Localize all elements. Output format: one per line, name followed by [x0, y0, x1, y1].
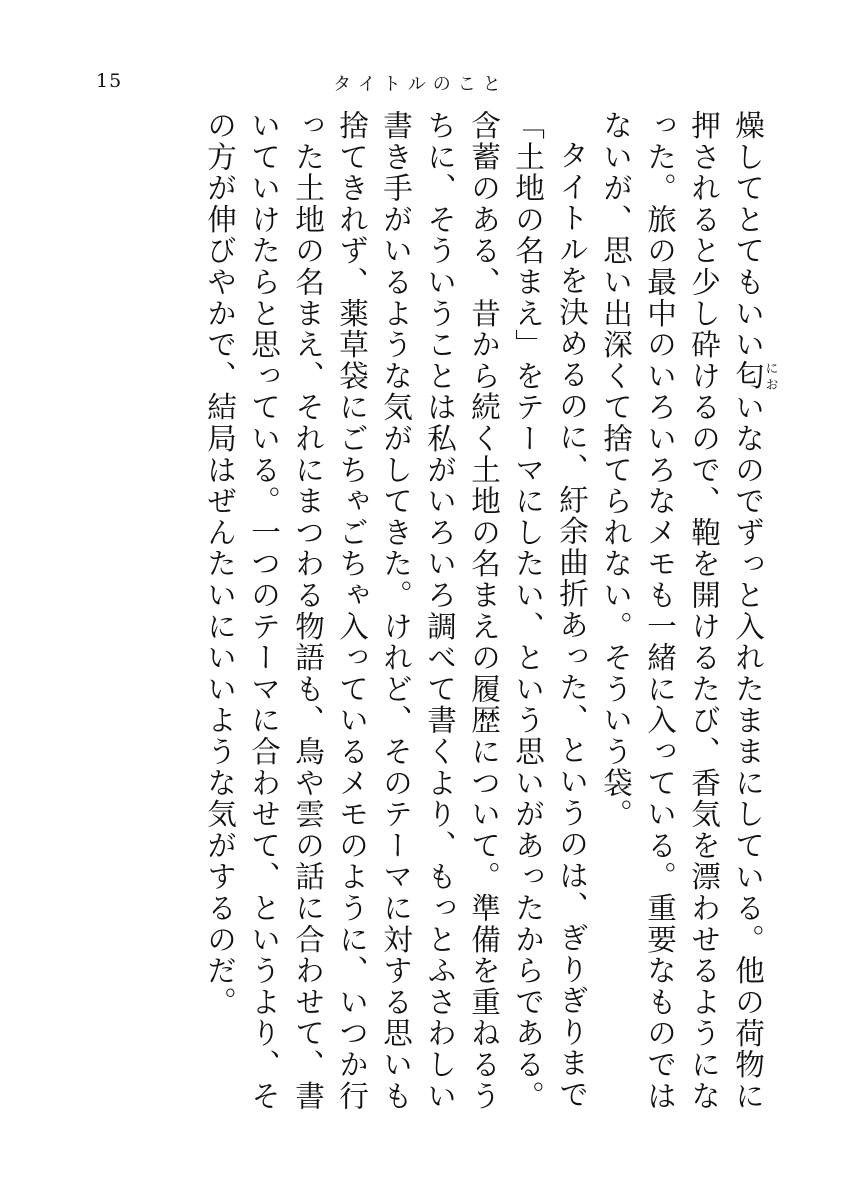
page-number: 15 [96, 70, 123, 92]
running-title: タイトルのこと [333, 74, 508, 95]
ruby-reading: にお [762, 360, 778, 392]
paragraph-1 [594, 110, 777, 1120]
paragraph-1-rest: いなのでずっと入れたままにしている。他の荷物に押されると少し砕けるので、鞄を開けるたび、香気を漂わせるようになった。旅の最中のいろいろなメモも一緒に入っている。重要なものではないが、思い出深くて捨てられない。そういう袋。 [599, 110, 765, 1112]
paragraph-1-start: 燥してとてもいい [731, 110, 765, 361]
paragraph-2: タイトルを決めるのに、紆余曲折あった、というのは、ぎりぎりまで「土地の名まえ」をテーマにしたい、という思いがあったからである。含蓄のある、昔から続く土地の名まえの履歴について。準備を重ねるうちに、そういうことは私がいろいろ調べて書くより、もっとふさわしい書き手がいるような気がしてきた。けれど、そのテーマに対する思いも捨てきれず、薬草袋にごちゃごちゃ入っているメモのように、いつか行った土地の名まえ、それにまつわる物語も、鳥や雲の話に合わせて、書いていけたらと思っている。一つのテーマに合わせて、というより、その方が伸びやかで、結局はぜんたいにいいような気がするのだ。 [203, 110, 589, 1112]
ruby-annotation [731, 360, 778, 392]
body-text [198, 110, 777, 1120]
ruby-base: 匂 [731, 360, 765, 392]
